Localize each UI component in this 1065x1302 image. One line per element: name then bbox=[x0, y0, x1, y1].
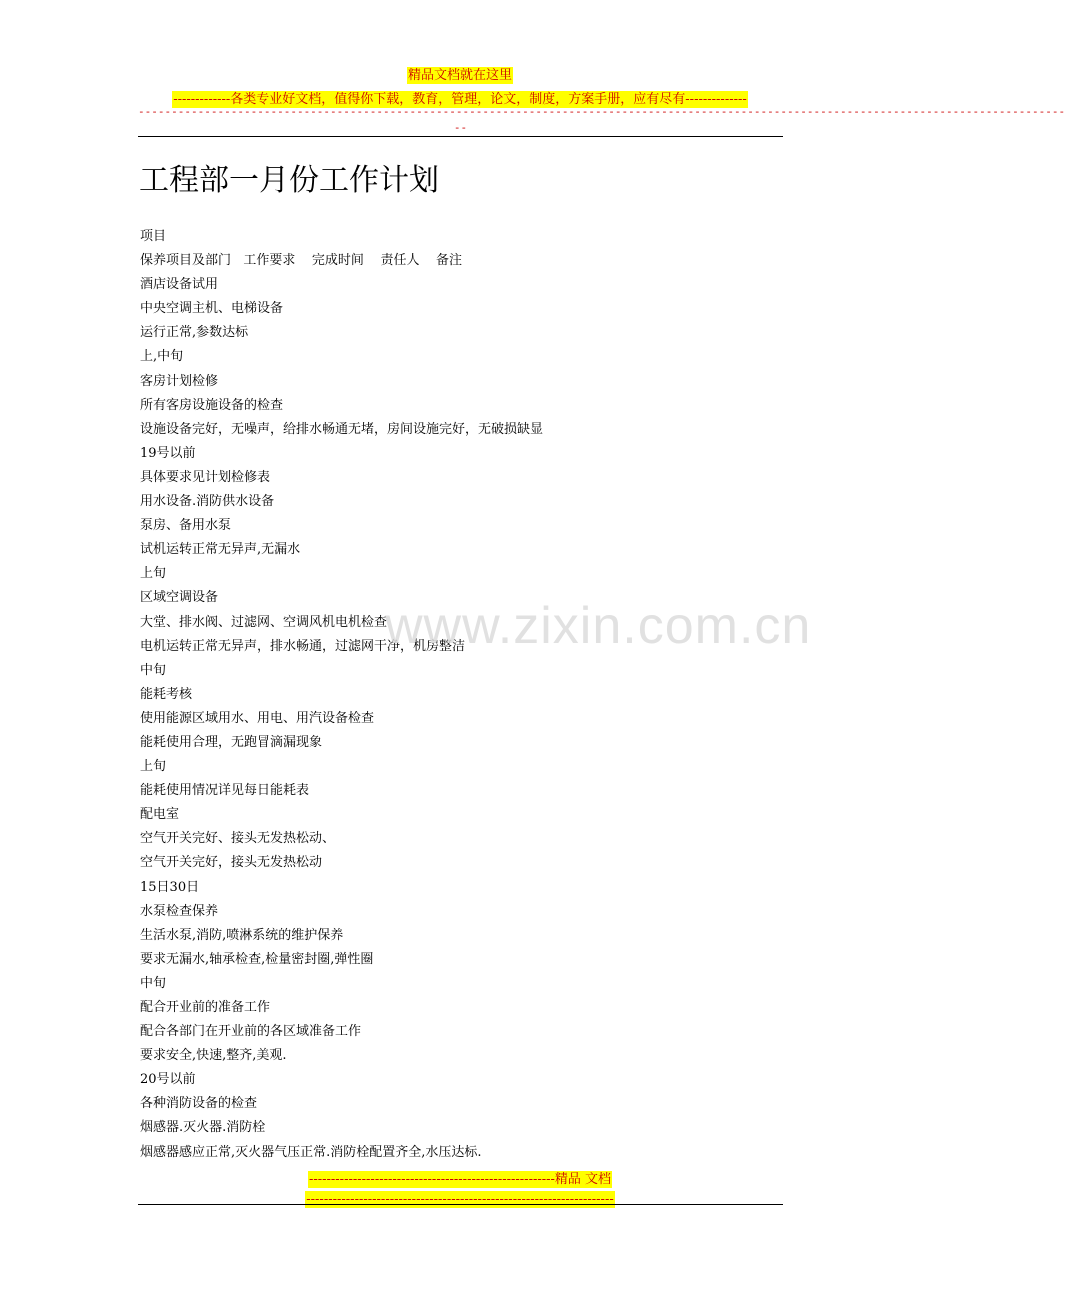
plan-line: 要求安全,快速,整齐,美观. bbox=[140, 1048, 287, 1064]
plan-line: 上旬 bbox=[140, 566, 167, 582]
plan-line: 各种消防设备的检查 bbox=[140, 1096, 258, 1112]
plan-line: 能耗使用情况详见每日能耗表 bbox=[140, 783, 310, 799]
header-separator-tail: -- bbox=[453, 121, 468, 134]
plan-line: 烟感器.灭火器.消防栓 bbox=[140, 1120, 266, 1136]
header-rule bbox=[138, 136, 783, 137]
page-footer bbox=[0, 1168, 920, 1208]
document-title: 工程部一月份工作计划 bbox=[139, 163, 439, 198]
plan-line: 上,中旬 bbox=[140, 349, 184, 365]
plan-line: 电机运转正常无异声，排水畅通，过滤网干净，机房整洁 bbox=[140, 638, 466, 654]
plan-line: 中旬 bbox=[140, 975, 167, 991]
plan-line: 中旬 bbox=[140, 662, 167, 678]
plan-line: 水泵检查保养 bbox=[140, 903, 219, 919]
footer-rule bbox=[138, 1204, 783, 1205]
plan-line: 配合开业前的准备工作 bbox=[140, 1000, 271, 1015]
plan-line: 项目 bbox=[140, 229, 167, 244]
plan-line: 19号以前 bbox=[140, 445, 196, 461]
plan-line: 15日30日 bbox=[140, 879, 200, 895]
plan-line: 大堂、排水阀、过滤网、空调风机电机检查 bbox=[140, 614, 388, 630]
watermark: www.zixin.com.cn bbox=[385, 597, 812, 655]
plan-line: 使用能源区域用水、用电、用汽设备检查 bbox=[140, 710, 375, 726]
plan-line: 客房计划检修 bbox=[140, 373, 219, 389]
plan-line: 生活水泵,消防,喷淋系统的维护保养 bbox=[140, 927, 344, 943]
plan-line: 区域空调设备 bbox=[140, 590, 219, 606]
plan-lines bbox=[140, 225, 543, 1165]
plan-line: 所有客房设施设备的检查 bbox=[140, 397, 284, 413]
plan-line: 设施设备完好，无噪声，给排水畅通无堵，房间设施完好，无破损缺显 bbox=[140, 421, 544, 437]
plan-line: 运行正常,参数达标 bbox=[140, 325, 249, 341]
plan-line: 中央空调主机、电梯设备 bbox=[140, 301, 284, 317]
plan-line: 试机运转正常无异声,无漏水 bbox=[140, 542, 301, 558]
plan-line: 酒店设备试用 bbox=[140, 277, 219, 293]
footer-banner: --------------------------------------------------------精品 文档 bbox=[308, 1172, 612, 1187]
plan-line: 保养项目及部门 工作要求 完成时间 责任人 备注 bbox=[140, 253, 462, 269]
header-separator: -------------------------------------------------------------------------------------------------------------------------------------------- bbox=[138, 105, 1065, 118]
plan-line: 用水设备.消防供水设备 bbox=[140, 494, 275, 510]
footer-separator: ---------------------------------------------------------------------- bbox=[306, 1192, 614, 1207]
plan-line: 配合各部门在开业前的各区域准备工作 bbox=[140, 1024, 362, 1040]
plan-line: 20号以前 bbox=[140, 1072, 196, 1088]
plan-line: 能耗使用合理，无跑冒滴漏现象 bbox=[140, 734, 323, 750]
plan-line: 空气开关完好、接头无发热松动、 bbox=[140, 831, 336, 847]
plan-line: 具体要求见计划检修表 bbox=[140, 469, 271, 485]
plan-line: 能耗考核 bbox=[140, 686, 193, 702]
plan-line: 泵房、备用水泵 bbox=[140, 518, 232, 534]
plan-line: 配电室 bbox=[140, 807, 180, 823]
plan-line: 空气开关完好，接头无发热松动 bbox=[140, 855, 323, 871]
header-tagline: 精品文档就在这里 bbox=[407, 68, 512, 83]
header-banner: -------------各类专业好文档，值得你下载，教育，管理，论文，制度，方案手册，应有尽有-------------- bbox=[173, 92, 747, 107]
plan-line: 烟感器感应正常,灭火器气压正常.消防栓配置齐全,水压达标. bbox=[140, 1144, 482, 1160]
plan-line: 上旬 bbox=[140, 759, 167, 775]
page-header bbox=[0, 64, 920, 108]
plan-line: 要求无漏水,轴承检查,检量密封圈,弹性圈 bbox=[140, 951, 374, 967]
